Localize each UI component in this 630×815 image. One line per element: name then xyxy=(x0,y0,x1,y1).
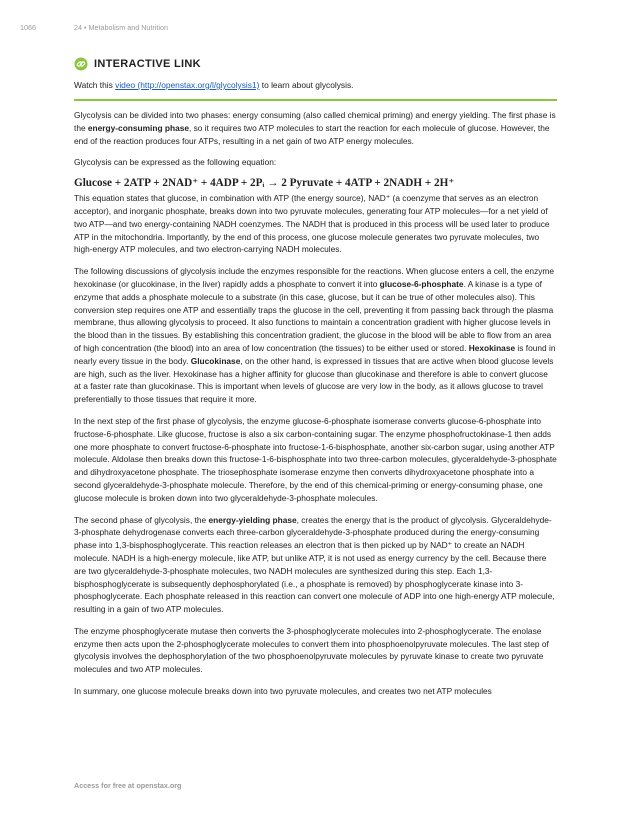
interactive-link-title: INTERACTIVE LINK xyxy=(94,58,201,70)
paragraph-second-phase xyxy=(74,514,557,616)
glycolysis-equation: Glucose + 2ATP + 2NAD⁺ + 4ADP + 2Pᵢ → 2 Pyruvate + 4ATP + 2NADH + 2H⁺ xyxy=(74,177,455,190)
interactive-link-text xyxy=(74,80,557,90)
text-span: , on the other hand, is expressed in tissues that are active when blood glucose levels are high, such as the liver. Hexokinase has a higher affinity for glucose than glucokinase and therefore is able to convert glucose at a faster rate than glucokinase. This is important when levels of glucose are very low in the body, as it allows glucose to travel preferentially to those tissues that require it more. xyxy=(74,355,554,405)
term-energy-consuming-phase: energy-consuming phase xyxy=(87,122,189,133)
paragraph-summary: In summary, one glucose molecule breaks down into two pyruvate molecules, and creates two net ATP molecules xyxy=(74,686,492,697)
main-content xyxy=(74,109,557,707)
chain-link-icon xyxy=(74,57,88,71)
term-glucose-6-phosphate: glucose-6-phosphate xyxy=(379,278,464,289)
green-divider xyxy=(74,99,557,101)
glycolysis-video-link[interactable]: video (http://openstax.org/l/glycolysis1) xyxy=(115,80,260,90)
link-text-before: Watch this xyxy=(74,80,116,90)
text-span: is found in nearly every tissue in the body. xyxy=(74,342,556,366)
text-span: The following discussions of glycolysis include the enzymes responsible for the reactions. When glucose enters a cell, the enzyme hexokinase (or glucokinase, in the liver) rapidly adds a phosphate to convert it into xyxy=(74,266,555,289)
running-title: 24 • Metabolism and Nutrition xyxy=(74,23,169,32)
text-span: . A kinase is a type of enzyme that adds a phosphate molecule to a substrate (in this case, glucose, but it can be true of other molecules also). This conversion step requires one ATP and essentially traps the glucose in the cell, preventing it from passing back through the plasma membrane, thus allowing glycolysis to proceed. It also functions to maintain a concentration gradient with higher glucose levels in the blood than in the tissues. By establishing this concentration gradient, the glucose in the blood will be able to flow from an area of high concentration (the blood) into an area of low concentration (the tissues) to be either used or stored. xyxy=(74,278,554,353)
paragraph-final-steps: The enzyme phosphoglycerate mutase then converts the 3-phosphoglycerate molecules into 2-phosphoglycerate. The enolase enzyme then acts upon the 2-phosphoglycerate molecules to convert them into phosphoenolpyruvate molecules. The last step of glycolysis involves the dephosphorylation of the two phosphoenolpyruvate molecules by pyruvate kinase to create two pyruvate molecules and two ATP molecules. xyxy=(74,625,549,675)
text-span: Glycolysis can be divided into two phases: energy consuming (also called chemical priming) and energy yielding. The first phase is the xyxy=(74,110,556,133)
paragraph-first-phase-steps: In the next step of the first phase of glycolysis, the enzyme glucose-6-phosphate isomerase converts glucose-6-phosphate into fructose-6-phosphate. Like glucose, fructose is also a six carbon-containing sugar. The enzyme phosphofructokinase-1 then adds one more phosphate to convert fructose-6-phosphate into fructose-1-6-bisphosphate, another six-carbon sugar, using another ATP molecule. Aldolase then breaks down this fructose-1-6-bisphosphate into two three-carbon molecules, glyceraldehyde-3-phosphate and dihydroxyacetone phosphate. The triosephosphate isomerase enzyme then converts dihydroxyacetone phosphate into a second glyceraldehyde-3-phosphate molecule. Therefore, by the end of this chemical-priming or energy-consuming phase, one glucose molecule is broken down into two glyceraldehyde-3-phosphate molecules. xyxy=(74,415,557,503)
paragraph-phases xyxy=(74,109,557,147)
text-span: , creates the energy that is the product of glycolysis. Glyceraldehyde-3-phosphate dehydrogenase converts each three-carbon glyceraldehyde-3-phosphate produced during the energy-consuming phase into 1,3-bisphosphoglycerate. This reaction releases an electron that is then picked up by NAD⁺ to create an NADH molecule. NADH is a high-energy molecule, like ATP, but unlike ATP, it is not used as energy currency by the cell. Because there are two glyceraldehyde-3-phosphate molecules, two NADH molecules are synthesized during this step. Each 1,3-bisphosphoglycerate is subsequently dephosphorylated (i.e., a phosphate is removed) by phosphoglycerate kinase into 3-phosphoglycerate. Each phosphate released in this reaction can convert one molecule of ADP into one high-energy ATP molecule, resulting in a gain of two ATP molecules. xyxy=(74,514,555,615)
paragraph-equation-intro: Glycolysis can be expressed as the following equation: xyxy=(74,157,277,168)
page-footer: Access for free at openstax.org xyxy=(74,781,182,790)
page-header xyxy=(20,23,168,32)
text-span: The second phase of glycolysis, the xyxy=(74,514,209,525)
text-span: , so it requires two ATP molecules to start the reaction for each molecule of glucose. However, the end of the reaction produces four ATPs, resulting in a net gain of two ATP energy molecules. xyxy=(74,122,550,146)
term-glucokinase: Glucokinase xyxy=(190,355,241,366)
interactive-link-box xyxy=(74,57,557,101)
paragraph-equation-explanation: This equation states that glucose, in combination with ATP (the energy source), NAD⁺ (a coenzyme that serves as an electron acceptor), and inorganic phosphate, breaks down into two pyruvate molecules, generating four ATP molecules—for a net yield of two ATP—and two energy-containing NADH coenzymes. The NADH that is produced in this process will be used later to produce ATP in the mitochondria. Importantly, by the end of this process, one glucose molecule generates two pyruvate molecules, two high-energy ATP molecules, and two electron-carrying NADH molecules. xyxy=(74,193,550,255)
link-text-after: to learn about glycolysis. xyxy=(259,80,354,90)
interactive-link-heading xyxy=(74,57,557,71)
paragraph-enzymes xyxy=(74,265,557,406)
page-number: 1066 xyxy=(20,23,36,32)
term-hexokinase: Hexokinase xyxy=(468,342,516,353)
term-energy-yielding-phase: energy-yielding phase xyxy=(208,514,297,525)
